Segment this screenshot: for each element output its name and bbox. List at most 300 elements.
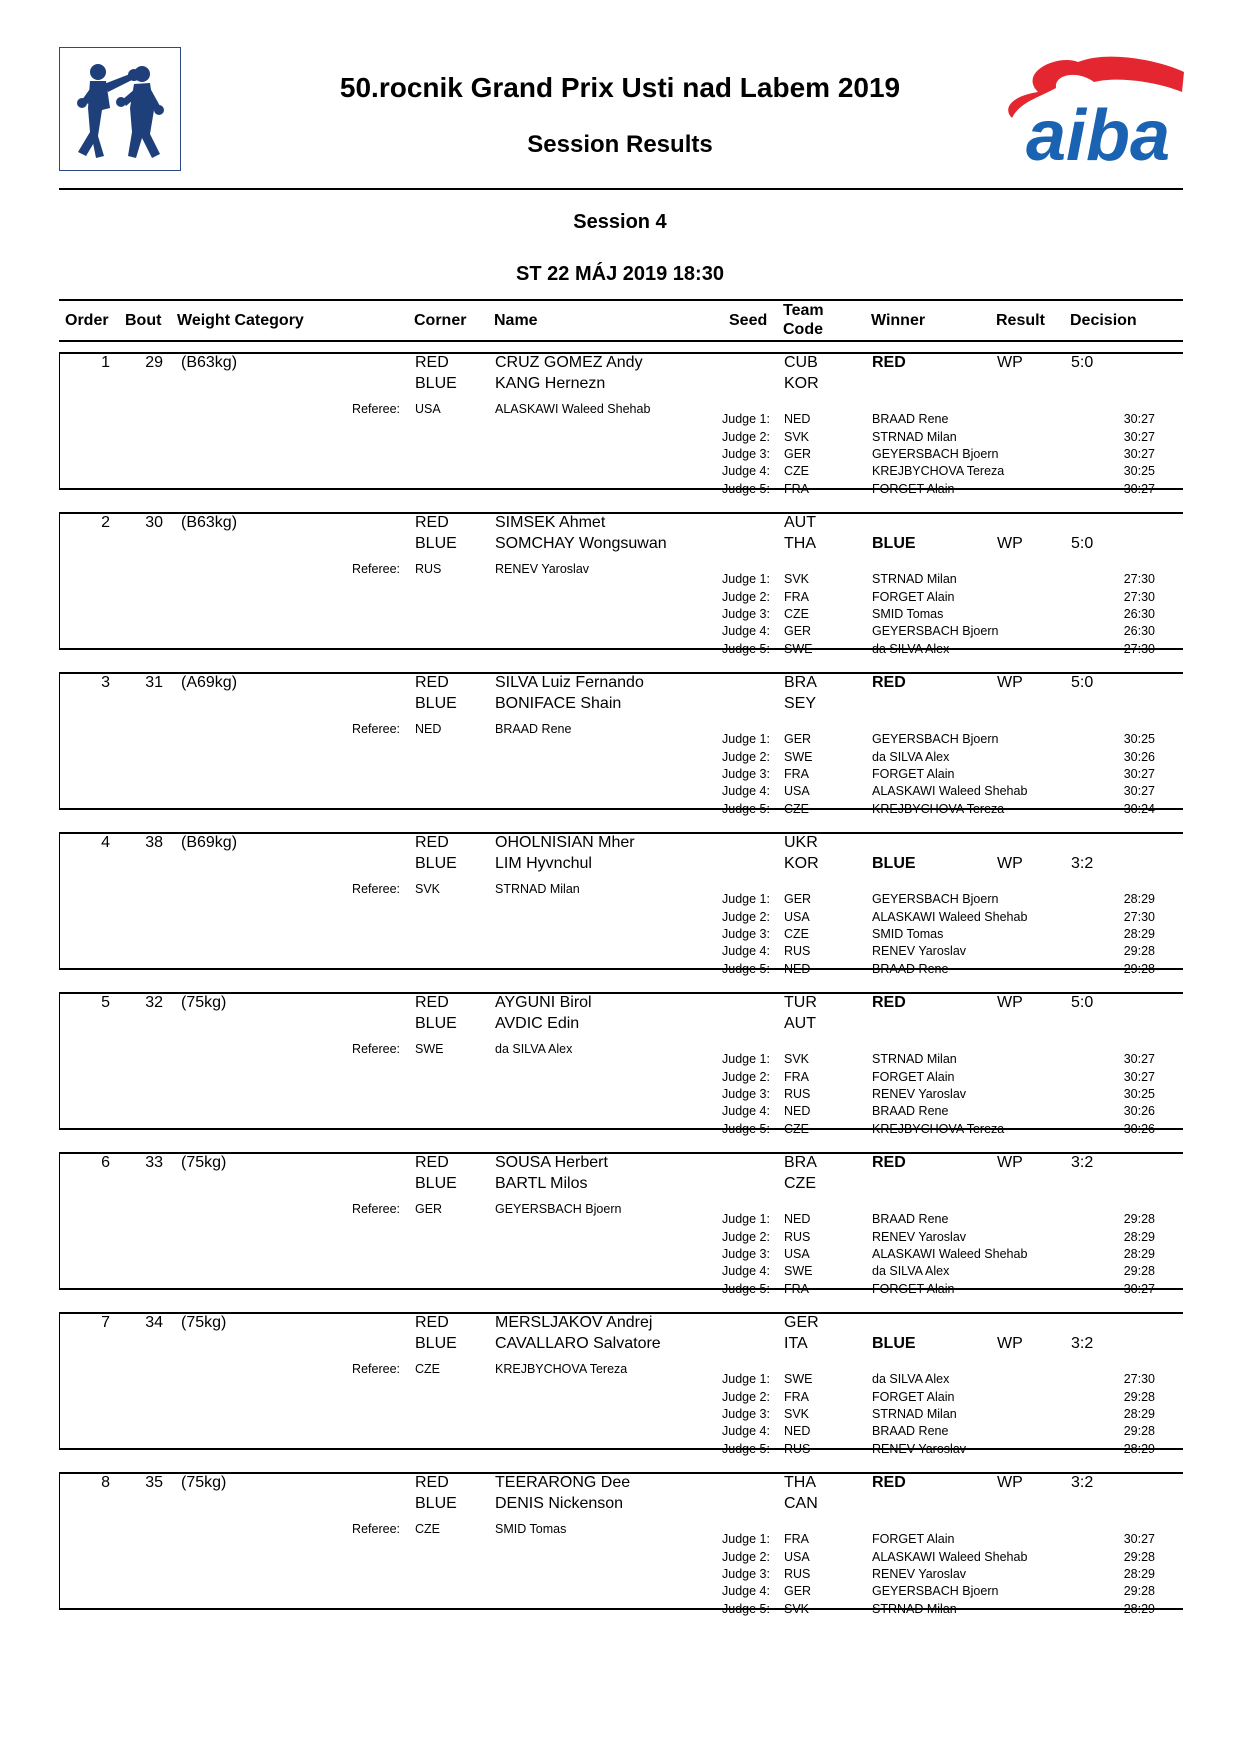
winner-corner: RED [872, 1474, 906, 1491]
blue-corner-label: BLUE [415, 1495, 457, 1512]
judge-name: BRAAD Rene [872, 962, 949, 976]
judge-country: CZE [784, 927, 809, 941]
judge-name: STRNAD Milan [872, 430, 957, 444]
judge-score: 30:24 [1123, 802, 1155, 816]
judge-name: da SILVA Alex [872, 1264, 950, 1278]
judge-score: 30:26 [1123, 750, 1155, 764]
weight-category: (B63kg) [181, 514, 238, 531]
judge-name: BRAAD Rene [872, 1424, 949, 1438]
weight-category: (75kg) [181, 994, 227, 1011]
judge-country: NED [784, 962, 811, 976]
decision: 5:0 [1071, 994, 1094, 1011]
judge-label: Judge 5: [722, 1282, 770, 1296]
winner-corner: RED [872, 1154, 906, 1171]
referee-country: RUS [415, 562, 442, 576]
blue-boxer-name: LIM Hyvnchul [495, 855, 592, 872]
judge-label: Judge 1: [722, 892, 770, 906]
session-datetime: ST 22 MÁJ 2019 18:30 [516, 263, 724, 285]
red-team-code: BRA [784, 1154, 817, 1171]
referee-country: SWE [415, 1042, 444, 1056]
judge-label: Judge 5: [722, 1122, 770, 1136]
red-boxer-name: TEERARONG Dee [495, 1474, 631, 1491]
red-boxer-name: OHOLNISIAN Mher [495, 834, 635, 851]
blue-corner-label: BLUE [415, 535, 457, 552]
decision: 5:0 [1071, 354, 1094, 371]
decision: 3:2 [1071, 1335, 1094, 1352]
judge-name: RENEV Yaroslav [872, 944, 967, 958]
blue-boxer-name: KANG Hernezn [495, 375, 606, 392]
judge-label: Judge 5: [722, 642, 770, 656]
red-corner-label: RED [415, 354, 449, 371]
judge-name: STRNAD Milan [872, 1407, 957, 1421]
judge-country: SWE [784, 1372, 813, 1386]
result-type: WP [997, 1335, 1023, 1352]
judge-label: Judge 1: [722, 1372, 770, 1386]
judge-label: Judge 2: [722, 1230, 770, 1244]
judge-label: Judge 1: [722, 1532, 770, 1546]
judge-score: 30:25 [1123, 1087, 1155, 1101]
judge-score: 29:28 [1123, 1390, 1155, 1404]
judge-score: 26:30 [1123, 607, 1155, 621]
bout-order: 3 [101, 674, 110, 691]
referee-country: GER [415, 1202, 443, 1216]
referee-country: USA [415, 402, 441, 416]
judge-score: 30:27 [1123, 1052, 1155, 1066]
judge-country: GER [784, 892, 812, 906]
judge-score: 30:27 [1123, 430, 1155, 444]
judge-score: 30:27 [1123, 1282, 1155, 1296]
judge-name: STRNAD Milan [872, 1602, 957, 1616]
judge-score: 30:27 [1123, 784, 1155, 798]
judge-country: NED [784, 412, 811, 426]
col-weight: Weight Category [177, 312, 304, 329]
judge-country: FRA [784, 482, 809, 496]
judge-label: Judge 4: [722, 464, 770, 478]
bout-block [59, 832, 1183, 976]
judge-score: 28:29 [1123, 1602, 1155, 1616]
col-order: Order [65, 312, 109, 329]
bout-block [59, 512, 1183, 656]
judge-score: 30:27 [1123, 412, 1155, 426]
judge-name: FORGET Alain [872, 1282, 955, 1296]
bout-order: 8 [101, 1474, 110, 1491]
judge-country: SWE [784, 1264, 813, 1278]
judge-score: 28:29 [1123, 1567, 1155, 1581]
judge-label: Judge 1: [722, 732, 770, 746]
judge-label: Judge 5: [722, 1442, 770, 1456]
judge-label: Judge 3: [722, 1087, 770, 1101]
red-corner-label: RED [415, 514, 449, 531]
blue-team-code: SEY [784, 695, 817, 712]
judge-name: BRAAD Rene [872, 1212, 949, 1226]
judge-country: FRA [784, 1070, 809, 1084]
judge-name: ALASKAWI Waleed Shehab [872, 784, 1028, 798]
judge-score: 29:28 [1123, 1212, 1155, 1226]
judge-country: USA [784, 1550, 810, 1564]
judge-name: FORGET Alain [872, 767, 955, 781]
bout-block [59, 1312, 1183, 1456]
red-boxer-name: AYGUNI Birol [495, 994, 592, 1011]
blue-boxer-name: CAVALLARO Salvatore [495, 1335, 661, 1352]
judge-name: BRAAD Rene [872, 412, 949, 426]
judge-name: KREJBYCHOVA Tereza [872, 802, 1005, 816]
judge-label: Judge 4: [722, 1584, 770, 1598]
judge-name: STRNAD Milan [872, 1052, 957, 1066]
referee-name: ALASKAWI Waleed Shehab [495, 402, 651, 416]
judge-label: Judge 3: [722, 1247, 770, 1261]
weight-category: (B69kg) [181, 834, 238, 851]
referee-name: da SILVA Alex [495, 1042, 573, 1056]
result-type: WP [997, 1154, 1023, 1171]
col-bout: Bout [125, 312, 162, 329]
judge-label: Judge 2: [722, 1070, 770, 1084]
bout-order: 7 [101, 1314, 110, 1331]
session-label: Session 4 [573, 211, 667, 233]
col-seed: Seed [729, 312, 768, 329]
judge-score: 30:27 [1123, 447, 1155, 461]
judge-country: NED [784, 1104, 811, 1118]
judge-label: Judge 3: [722, 927, 770, 941]
referee-name: GEYERSBACH Bjoern [495, 1202, 622, 1216]
judge-name: FORGET Alain [872, 482, 955, 496]
judge-name: BRAAD Rene [872, 1104, 949, 1118]
judge-country: FRA [784, 1390, 809, 1404]
judge-score: 29:28 [1123, 1550, 1155, 1564]
judge-name: RENEV Yaroslav [872, 1087, 967, 1101]
judge-country: USA [784, 1247, 810, 1261]
judge-score: 27:30 [1123, 590, 1155, 604]
judge-label: Judge 4: [722, 944, 770, 958]
judge-label: Judge 2: [722, 750, 770, 764]
judge-country: FRA [784, 1532, 809, 1546]
bout-block [59, 352, 1183, 496]
blue-corner-label: BLUE [415, 1015, 457, 1032]
judge-score: 30:27 [1123, 767, 1155, 781]
result-type: WP [997, 674, 1023, 691]
bout-order: 4 [101, 834, 110, 851]
referee-name: RENEV Yaroslav [495, 562, 590, 576]
blue-team-code: KOR [784, 375, 819, 392]
decision: 3:2 [1071, 855, 1094, 872]
blue-boxer-name: BONIFACE Shain [495, 695, 622, 712]
col-result: Result [996, 312, 1045, 329]
judge-country: SVK [784, 1602, 810, 1616]
blue-corner-label: BLUE [415, 1175, 457, 1192]
judge-score: 29:28 [1123, 1264, 1155, 1278]
judge-name: da SILVA Alex [872, 750, 950, 764]
referee-label: Referee: [352, 722, 400, 736]
judge-label: Judge 2: [722, 910, 770, 924]
judge-country: FRA [784, 767, 809, 781]
judge-score: 29:28 [1123, 1424, 1155, 1438]
blue-boxer-name: BARTL Milos [495, 1175, 588, 1192]
referee-label: Referee: [352, 562, 400, 576]
winner-corner: BLUE [872, 855, 916, 872]
red-corner-label: RED [415, 1154, 449, 1171]
judge-label: Judge 4: [722, 1104, 770, 1118]
judge-country: SVK [784, 1052, 810, 1066]
col-winner: Winner [871, 312, 926, 329]
judge-label: Judge 1: [722, 412, 770, 426]
judge-label: Judge 4: [722, 624, 770, 638]
judge-country: GER [784, 732, 812, 746]
judge-score: 29:28 [1123, 962, 1155, 976]
referee-country: SVK [415, 882, 441, 896]
blue-corner-label: BLUE [415, 375, 457, 392]
judge-name: FORGET Alain [872, 1070, 955, 1084]
referee-label: Referee: [352, 1362, 400, 1376]
red-team-code: TUR [784, 994, 817, 1011]
blue-boxer-name: DENIS Nickenson [495, 1495, 624, 1512]
judge-score: 26:30 [1123, 624, 1155, 638]
blue-team-code: THA [784, 535, 816, 552]
judge-score: 28:29 [1123, 1230, 1155, 1244]
red-boxer-name: CRUZ GOMEZ Andy [495, 354, 643, 371]
judge-label: Judge 3: [722, 1407, 770, 1421]
judge-label: Judge 3: [722, 1567, 770, 1581]
blue-corner-label: BLUE [415, 695, 457, 712]
weight-category: (75kg) [181, 1474, 227, 1491]
referee-name: BRAAD Rene [495, 722, 572, 736]
judge-country: NED [784, 1212, 811, 1226]
judge-country: SVK [784, 1407, 810, 1421]
blue-boxer-name: AVDIC Edin [495, 1015, 580, 1032]
judge-name: RENEV Yaroslav [872, 1442, 967, 1456]
judge-name: RENEV Yaroslav [872, 1567, 967, 1581]
judge-country: SWE [784, 750, 813, 764]
bout-number: 29 [145, 354, 163, 371]
result-type: WP [997, 354, 1023, 371]
judge-country: USA [784, 784, 810, 798]
judge-label: Judge 3: [722, 447, 770, 461]
judge-country: USA [784, 910, 810, 924]
referee-name: KREJBYCHOVA Tereza [495, 1362, 628, 1376]
judge-label: Judge 2: [722, 430, 770, 444]
judge-country: CZE [784, 802, 809, 816]
decision: 5:0 [1071, 674, 1094, 691]
judge-country: RUS [784, 1567, 811, 1581]
judge-country: SWE [784, 642, 813, 656]
referee-label: Referee: [352, 1522, 400, 1536]
judge-country: RUS [784, 1442, 811, 1456]
blue-team-code: CAN [784, 1495, 818, 1512]
col-decision: Decision [1070, 312, 1137, 329]
column-header [59, 299, 1183, 342]
judge-country: SVK [784, 572, 810, 586]
judge-score: 29:28 [1123, 1584, 1155, 1598]
bout-number: 38 [145, 834, 163, 851]
judge-name: da SILVA Alex [872, 642, 950, 656]
winner-corner: BLUE [872, 535, 916, 552]
judge-score: 30:25 [1123, 732, 1155, 746]
judge-name: RENEV Yaroslav [872, 1230, 967, 1244]
judge-country: RUS [784, 1230, 811, 1244]
blue-team-code: ITA [784, 1335, 808, 1352]
judge-score: 28:29 [1123, 892, 1155, 906]
judge-country: CZE [784, 607, 809, 621]
judge-country: GER [784, 624, 812, 638]
judge-country: GER [784, 1584, 812, 1598]
judge-score: 29:28 [1123, 944, 1155, 958]
weight-category: (75kg) [181, 1314, 227, 1331]
blue-corner-label: BLUE [415, 1335, 457, 1352]
judge-name: KREJBYCHOVA Tereza [872, 464, 1005, 478]
col-team: Team [783, 302, 824, 319]
bout-block [59, 1152, 1183, 1296]
judge-name: FORGET Alain [872, 1532, 955, 1546]
red-boxer-name: SIMSEK Ahmet [495, 514, 606, 531]
judge-label: Judge 5: [722, 802, 770, 816]
bout-number: 33 [145, 1154, 163, 1171]
judge-name: da SILVA Alex [872, 1372, 950, 1386]
referee-name: SMID Tomas [495, 1522, 567, 1536]
judge-label: Judge 5: [722, 962, 770, 976]
judge-name: GEYERSBACH Bjoern [872, 892, 999, 906]
blue-team-code: CZE [784, 1175, 816, 1192]
bout-order: 1 [101, 354, 110, 371]
red-team-code: AUT [784, 514, 816, 531]
red-team-code: UKR [784, 834, 818, 851]
judge-label: Judge 1: [722, 1052, 770, 1066]
red-boxer-name: SOUSA Herbert [495, 1154, 608, 1171]
judge-name: GEYERSBACH Bjoern [872, 1584, 999, 1598]
judge-label: Judge 4: [722, 1264, 770, 1278]
col-code: Code [783, 321, 823, 338]
judge-country: GER [784, 447, 812, 461]
result-type: WP [997, 994, 1023, 1011]
page-subtitle: Session Results [527, 131, 713, 158]
bout-order: 5 [101, 994, 110, 1011]
judge-country: CZE [784, 464, 809, 478]
judge-score: 30:27 [1123, 1532, 1155, 1546]
blue-team-code: KOR [784, 855, 819, 872]
judge-label: Judge 2: [722, 1550, 770, 1564]
judge-name: SMID Tomas [872, 927, 944, 941]
judge-score: 30:27 [1123, 482, 1155, 496]
result-type: WP [997, 855, 1023, 872]
referee-name: STRNAD Milan [495, 882, 580, 896]
header-divider [59, 188, 1183, 190]
judge-score: 28:29 [1123, 927, 1155, 941]
decision: 3:2 [1071, 1154, 1094, 1171]
judge-score: 27:30 [1123, 910, 1155, 924]
bout-block [59, 672, 1183, 816]
judge-country: FRA [784, 1282, 809, 1296]
result-type: WP [997, 1474, 1023, 1491]
judge-name: STRNAD Milan [872, 572, 957, 586]
judge-label: Judge 5: [722, 482, 770, 496]
judge-score: 30:27 [1123, 1070, 1155, 1084]
bout-number: 31 [145, 674, 163, 691]
bout-number: 35 [145, 1474, 163, 1491]
bout-number: 30 [145, 514, 163, 531]
referee-label: Referee: [352, 882, 400, 896]
page-title: 50.rocnik Grand Prix Usti nad Labem 2019 [339, 72, 901, 103]
winner-corner: RED [872, 994, 906, 1011]
blue-corner-label: BLUE [415, 855, 457, 872]
decision: 3:2 [1071, 1474, 1094, 1491]
blue-team-code: AUT [784, 1015, 816, 1032]
bout-number: 34 [145, 1314, 163, 1331]
red-corner-label: RED [415, 834, 449, 851]
judge-score: 30:25 [1123, 464, 1155, 478]
col-corner: Corner [414, 312, 467, 329]
red-boxer-name: MERSLJAKOV Andrej [495, 1314, 653, 1331]
red-team-code: THA [784, 1474, 816, 1491]
bout-order: 2 [101, 514, 110, 531]
referee-country: CZE [415, 1522, 440, 1536]
judge-score: 27:30 [1123, 572, 1155, 586]
judge-country: SVK [784, 430, 810, 444]
judge-country: RUS [784, 1087, 811, 1101]
red-corner-label: RED [415, 1474, 449, 1491]
referee-label: Referee: [352, 402, 400, 416]
bout-number: 32 [145, 994, 163, 1011]
judge-name: ALASKAWI Waleed Shehab [872, 910, 1028, 924]
judge-score: 27:30 [1123, 642, 1155, 656]
winner-corner: RED [872, 674, 906, 691]
weight-category: (75kg) [181, 1154, 227, 1171]
judge-name: GEYERSBACH Bjoern [872, 447, 999, 461]
judge-label: Judge 1: [722, 572, 770, 586]
judge-label: Judge 4: [722, 784, 770, 798]
aiba-logo-text: aiba [1026, 96, 1171, 168]
judge-name: ALASKAWI Waleed Shehab [872, 1550, 1028, 1564]
result-type: WP [997, 535, 1023, 552]
referee-country: CZE [415, 1362, 440, 1376]
referee-label: Referee: [352, 1202, 400, 1216]
judge-name: KREJBYCHOVA Tereza [872, 1122, 1005, 1136]
judge-name: FORGET Alain [872, 590, 955, 604]
blue-boxer-name: SOMCHAY Wongsuwan [495, 535, 667, 552]
judge-label: Judge 3: [722, 767, 770, 781]
bout-block [59, 992, 1183, 1136]
judge-name: SMID Tomas [872, 607, 944, 621]
judge-country: FRA [784, 590, 809, 604]
winner-corner: BLUE [872, 1335, 916, 1352]
red-corner-label: RED [415, 674, 449, 691]
weight-category: (A69kg) [181, 674, 238, 691]
red-team-code: GER [784, 1314, 819, 1331]
red-team-code: BRA [784, 674, 817, 691]
judge-label: Judge 2: [722, 590, 770, 604]
judge-country: CZE [784, 1122, 809, 1136]
judge-name: ALASKAWI Waleed Shehab [872, 1247, 1028, 1261]
judge-label: Judge 5: [722, 1602, 770, 1616]
red-corner-label: RED [415, 1314, 449, 1331]
judge-name: FORGET Alain [872, 1390, 955, 1404]
red-corner-label: RED [415, 994, 449, 1011]
judge-score: 28:29 [1123, 1407, 1155, 1421]
judge-name: GEYERSBACH Bjoern [872, 624, 999, 638]
judge-country: NED [784, 1424, 811, 1438]
referee-country: NED [415, 722, 442, 736]
judge-country: RUS [784, 944, 811, 958]
col-name: Name [494, 312, 538, 329]
bout-block [59, 1472, 1183, 1616]
judge-score: 28:29 [1123, 1247, 1155, 1261]
bout-order: 6 [101, 1154, 110, 1171]
judge-score: 28:29 [1123, 1442, 1155, 1456]
judge-score: 30:26 [1123, 1104, 1155, 1118]
red-team-code: CUB [784, 354, 818, 371]
winner-corner: RED [872, 354, 906, 371]
judge-name: GEYERSBACH Bjoern [872, 732, 999, 746]
judge-label: Judge 4: [722, 1424, 770, 1438]
weight-category: (B63kg) [181, 354, 238, 371]
judge-score: 30:26 [1123, 1122, 1155, 1136]
judge-label: Judge 1: [722, 1212, 770, 1226]
